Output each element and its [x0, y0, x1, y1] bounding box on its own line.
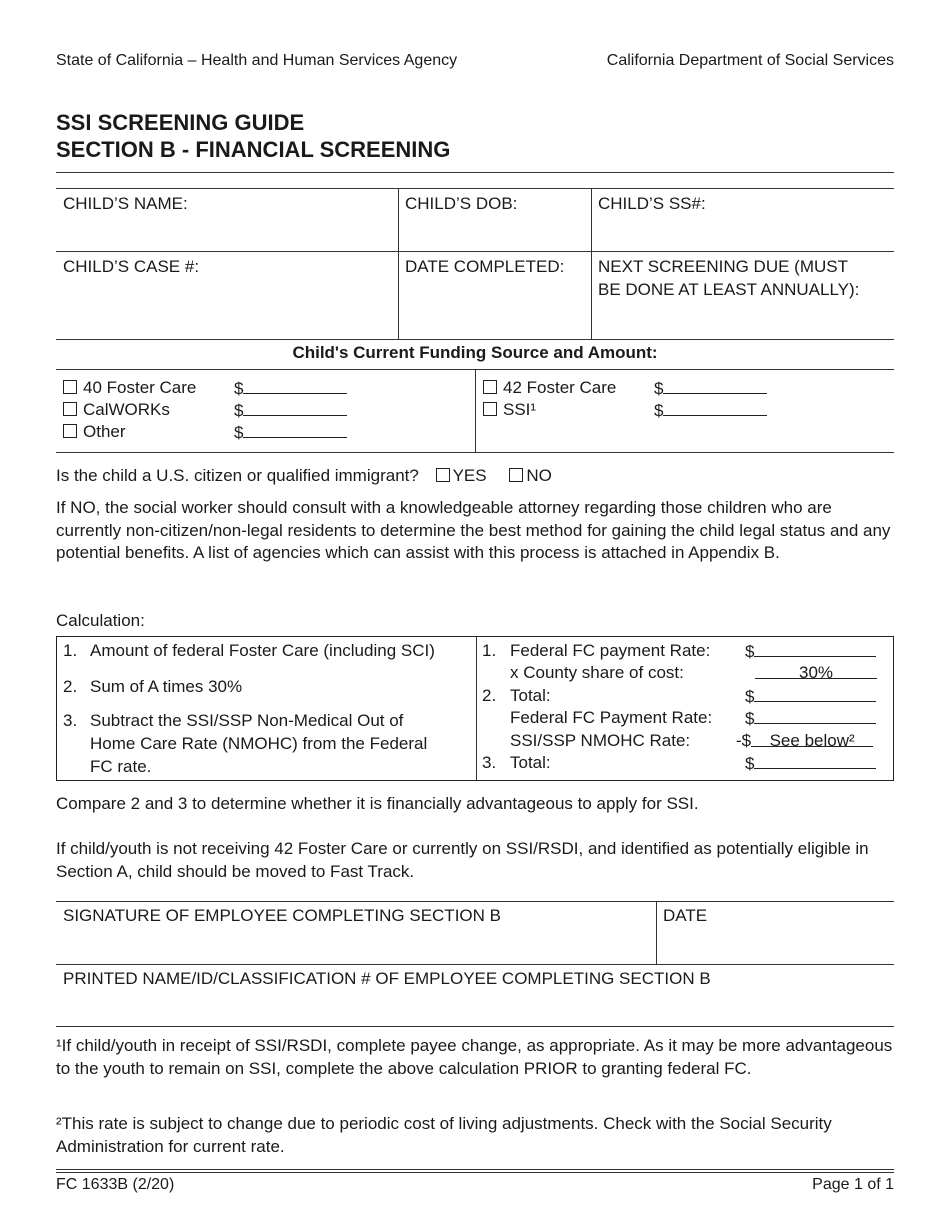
divider	[476, 636, 477, 781]
citizen-instruction: If NO, the social worker should consult with a knowledgeable attorney regarding those children who are currently non-citizen/non-legal residents to determine the best method for gaining the child legal status and any potential benefits. A list of agencies which can assist with this process is attached in Appendix B.	[56, 498, 891, 562]
divider	[56, 339, 894, 340]
compare-instruction: Compare 2 and 3 to determine whether it is financially advantageous to apply for SSI.	[56, 794, 699, 813]
form-title: SSI SCREENING GUIDE	[56, 110, 305, 135]
county-share-field[interactable]: 30%	[755, 661, 877, 684]
divider	[56, 172, 894, 173]
checkbox-icon[interactable]	[63, 424, 77, 438]
total-label: Total:	[510, 753, 551, 772]
total-label: Total:	[510, 686, 551, 705]
checkbox-icon[interactable]	[483, 402, 497, 416]
next-screening-label-line2: BE DONE AT LEAST ANNUALLY):	[598, 280, 860, 299]
footnote-2: ²This rate is subject to change due to periodic cost of living adjustments. Check with the Social Security Administration for current rate.	[56, 1114, 832, 1156]
divider	[56, 964, 894, 965]
childs-ss-field[interactable]: CHILD’S SS#:	[598, 194, 706, 213]
divider	[475, 369, 476, 452]
calc-step-2: Sum of A times 30%	[90, 677, 243, 696]
next-screening-field[interactable]	[598, 255, 859, 301]
checkbox-icon[interactable]	[436, 468, 450, 482]
funding-calworks[interactable]: CalWORKs	[63, 398, 170, 421]
footnote-1: ¹If child/youth in receipt of SSI/RSDI, complete payee change, as appropriate. As it may be more advantageous to the youth to remain on SSI, complete the above calculation PRIOR to granting federal FC.	[56, 1036, 893, 1078]
federal-fc-payment-rate-field[interactable]: $	[745, 706, 876, 730]
agency-name: State of California – Health and Human Services Agency	[56, 52, 458, 69]
checkbox-icon[interactable]	[63, 402, 77, 416]
calculation-label: Calculation:	[56, 611, 145, 630]
divider	[591, 188, 592, 339]
nmohc-rate-label: SSI/SSP NMOHC Rate:	[510, 731, 691, 750]
form-number: FC 1633B (2/20)	[56, 1176, 175, 1193]
department-name: California Department of Social Services	[606, 52, 894, 69]
amount-calworks[interactable]: $	[234, 398, 347, 422]
calc-step-1: Amount of federal Foster Care (including SCI)	[90, 641, 435, 660]
divider	[56, 452, 894, 453]
date-completed-field[interactable]: DATE COMPLETED:	[405, 257, 565, 276]
form-subtitle: SECTION B - FINANCIAL SCREENING	[56, 137, 451, 162]
calc-step-3: Subtract the SSI/SSP Non-Medical Out of Home Care Rate (NMOHC) from the Federal FC rate.	[90, 711, 428, 776]
divider	[56, 1169, 894, 1170]
step-number: 2.	[482, 686, 497, 705]
page-number: Page 1 of 1	[812, 1176, 894, 1193]
checkbox-icon[interactable]	[63, 380, 77, 394]
citizen-no-option[interactable]: NO	[509, 466, 552, 485]
federal-fc-rate-field[interactable]: $	[745, 639, 876, 663]
funding-heading: Child's Current Funding Source and Amount:	[292, 343, 658, 362]
childs-case-field[interactable]: CHILD’S CASE #:	[63, 257, 200, 276]
funding-other[interactable]: Other	[63, 420, 126, 443]
funding-40-foster-care[interactable]: 40 Foster Care	[63, 376, 196, 399]
divider	[656, 901, 657, 964]
printed-name-field[interactable]: PRINTED NAME/ID/CLASSIFICATION # OF EMPLOYEE COMPLETING SECTION B	[63, 969, 711, 988]
total-field-3[interactable]: $	[745, 751, 876, 775]
amount-ssi[interactable]: $	[654, 398, 767, 422]
fast-track-instruction: If child/youth is not receiving 42 Foster Care or currently on SSI/RSDI, and identified as potentially eligible in Section A, child should be moved to Fast Track.	[56, 839, 869, 881]
step-number: 3.	[63, 711, 78, 730]
step-number: 2.	[63, 677, 78, 696]
amount-40-foster-care[interactable]: $	[234, 376, 347, 400]
signature-field[interactable]: SIGNATURE OF EMPLOYEE COMPLETING SECTION B	[63, 906, 501, 925]
county-share-label: x County share of cost:	[510, 663, 684, 682]
divider	[56, 188, 894, 189]
citizen-yes-option[interactable]: YES	[436, 466, 487, 485]
checkbox-icon[interactable]	[483, 380, 497, 394]
nmohc-rate-field[interactable]: -$ See below²	[736, 729, 873, 752]
funding-ssi[interactable]: SSI¹	[483, 398, 536, 421]
funding-42-foster-care[interactable]: 42 Foster Care	[483, 376, 616, 399]
total-field-2[interactable]: $	[745, 684, 876, 708]
citizen-question: Is the child a U.S. citizen or qualified immigrant? YES NO	[56, 466, 552, 485]
step-number: 3.	[482, 753, 497, 772]
childs-dob-field[interactable]: CHILD’S DOB:	[405, 194, 518, 213]
federal-fc-rate-label: Federal FC payment Rate:	[510, 641, 711, 660]
amount-other[interactable]: $	[234, 420, 347, 444]
next-screening-label-line1: NEXT SCREENING DUE (MUST	[598, 257, 848, 276]
divider	[56, 1026, 894, 1027]
childs-name-field[interactable]: CHILD’S NAME:	[63, 194, 188, 213]
amount-42-foster-care[interactable]: $	[654, 376, 767, 400]
divider	[56, 1172, 894, 1173]
checkbox-icon[interactable]	[509, 468, 523, 482]
step-number: 1.	[482, 641, 497, 660]
divider	[56, 901, 894, 902]
federal-fc-payment-rate-label: Federal FC Payment Rate:	[510, 708, 713, 727]
divider	[56, 251, 894, 252]
signature-date-field[interactable]: DATE	[663, 906, 708, 925]
divider	[398, 188, 399, 339]
step-number: 1.	[63, 641, 78, 660]
